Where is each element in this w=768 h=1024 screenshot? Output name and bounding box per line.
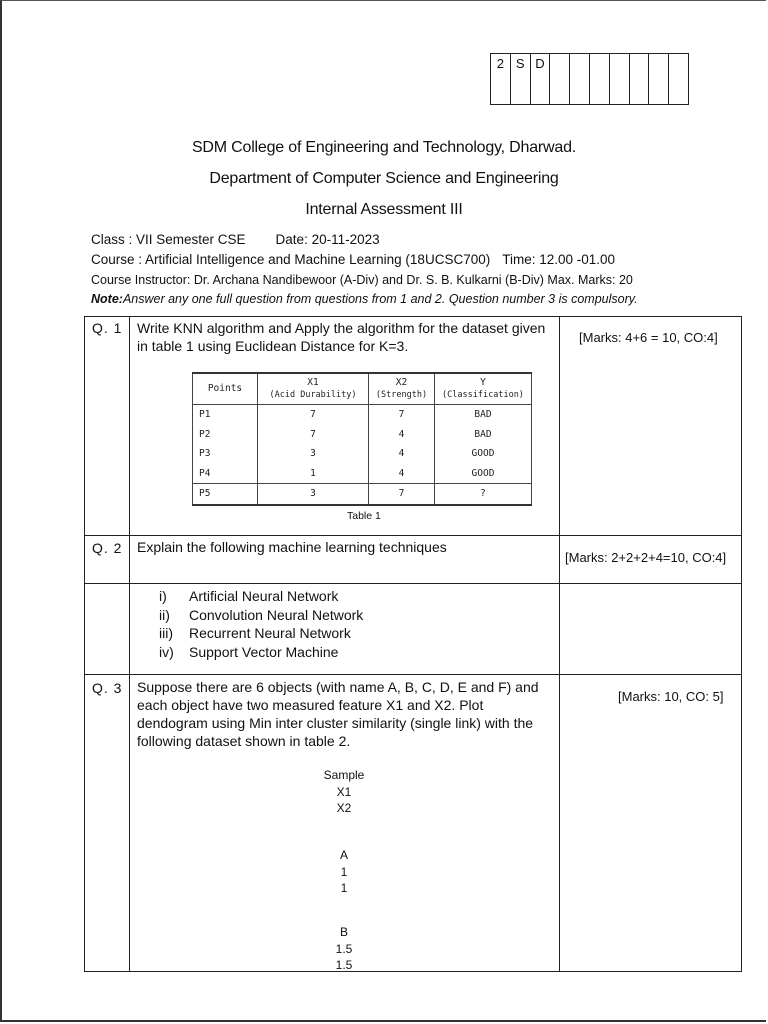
table-rule <box>84 316 85 972</box>
exam-title: Internal Assessment III <box>305 201 463 218</box>
table-row: P4 1 4 GOOD <box>193 464 532 484</box>
sample-row-b: B 1.5 1.5 <box>335 925 353 972</box>
note-text: Answer any one full question from questions from 1 and 2. Question number 3 is compulsory. <box>122 292 638 306</box>
table-rule <box>559 316 560 972</box>
usn-cell <box>629 53 650 105</box>
sample-row-a: A 1 1 <box>339 848 348 895</box>
usn-cell <box>609 53 630 105</box>
sample-header: Sample X1 X2 <box>323 768 365 815</box>
note-line <box>91 292 638 306</box>
question-text: Write KNN algorithm and Apply the algorithm for the dataset given in table 1 using Euclidean Distance for K=3. <box>137 320 546 354</box>
list-item: iv) Support Vector Machine <box>159 643 339 660</box>
question-marks: [Marks: 2+2+2+4=10, CO:4] <box>565 550 727 565</box>
instructor-info: Course Instructor: Dr. Archana Nandibewoor (A-Div) and Dr. S. B. Kulkarni (B-Div) <box>91 273 544 287</box>
usn-cell <box>648 53 669 105</box>
usn-cell <box>569 53 590 105</box>
table-row: P2 7 4 BAD <box>193 425 532 445</box>
question-number: Q. 2 <box>92 540 123 556</box>
time-info: Time: 12.00 -01.00 <box>502 252 616 267</box>
question-marks: [Marks: 10, CO: 5] <box>618 689 724 704</box>
table-rule <box>84 674 742 675</box>
question-table <box>84 316 742 972</box>
usn-cell <box>589 53 610 105</box>
table-row: P5 3 7 ? <box>193 484 532 505</box>
knn-dataset-table <box>192 372 532 506</box>
table-rule <box>84 971 742 972</box>
class-info: Class : VII Semester CSE <box>91 232 246 247</box>
question-text: Suppose there are 6 objects (with name A, B, C, D, E and F) and each object have two measured feature X1 and X2. Plot dendogram using Min inter cluster similarity (single link) with the following dataset shown in table 2. <box>137 679 539 749</box>
question-text: Explain the following machine learning techniques <box>137 539 447 555</box>
date-info: Date: 20-11-2023 <box>275 232 380 247</box>
department-title: Department of Computer Science and Engineering <box>209 170 559 187</box>
list-item: ii) Convolution Neural Network <box>159 606 364 623</box>
instructor-line <box>91 273 633 287</box>
class-date-line <box>91 232 380 247</box>
course-info: Course : Artificial Intelligence and Machine Learning (18UCSC700) <box>91 252 491 267</box>
table-header-cell: Y (Classification) <box>435 373 532 405</box>
question-number: Q. 3 <box>92 680 123 696</box>
technique-list <box>159 587 363 661</box>
list-item: iii) Recurrent Neural Network <box>159 625 351 641</box>
table-rule <box>84 535 742 536</box>
list-item: i) Artificial Neural Network <box>159 588 339 604</box>
max-marks-info: Max. Marks: 20 <box>547 273 633 287</box>
usn-cell: S <box>510 53 531 105</box>
table-row: P3 3 4 GOOD <box>193 444 532 464</box>
table-rule <box>84 316 742 317</box>
table-header-cell: X1 (Acid Durability) <box>258 373 369 405</box>
usn-cell: D <box>530 53 551 105</box>
usn-cell <box>668 53 689 105</box>
usn-cell <box>549 53 570 105</box>
note-label: Note: <box>91 292 123 306</box>
table-header-cell: Points <box>193 373 258 405</box>
table-rule <box>129 316 130 972</box>
usn-cell: 2 <box>490 53 511 105</box>
table-row: P1 7 7 BAD <box>193 405 532 425</box>
college-title: SDM College of Engineering and Technology, Dharwad. <box>191 139 577 156</box>
table-header-cell: X2 (Strength) <box>369 373 435 405</box>
usn-boxes <box>491 53 689 105</box>
table-rule <box>741 316 742 972</box>
question-marks: [Marks: 4+6 = 10, CO:4] <box>579 330 718 345</box>
question-number: Q. 1 <box>92 320 123 336</box>
table-rule <box>84 583 742 584</box>
course-line <box>91 252 615 267</box>
table-caption: Table 1 <box>347 510 381 522</box>
